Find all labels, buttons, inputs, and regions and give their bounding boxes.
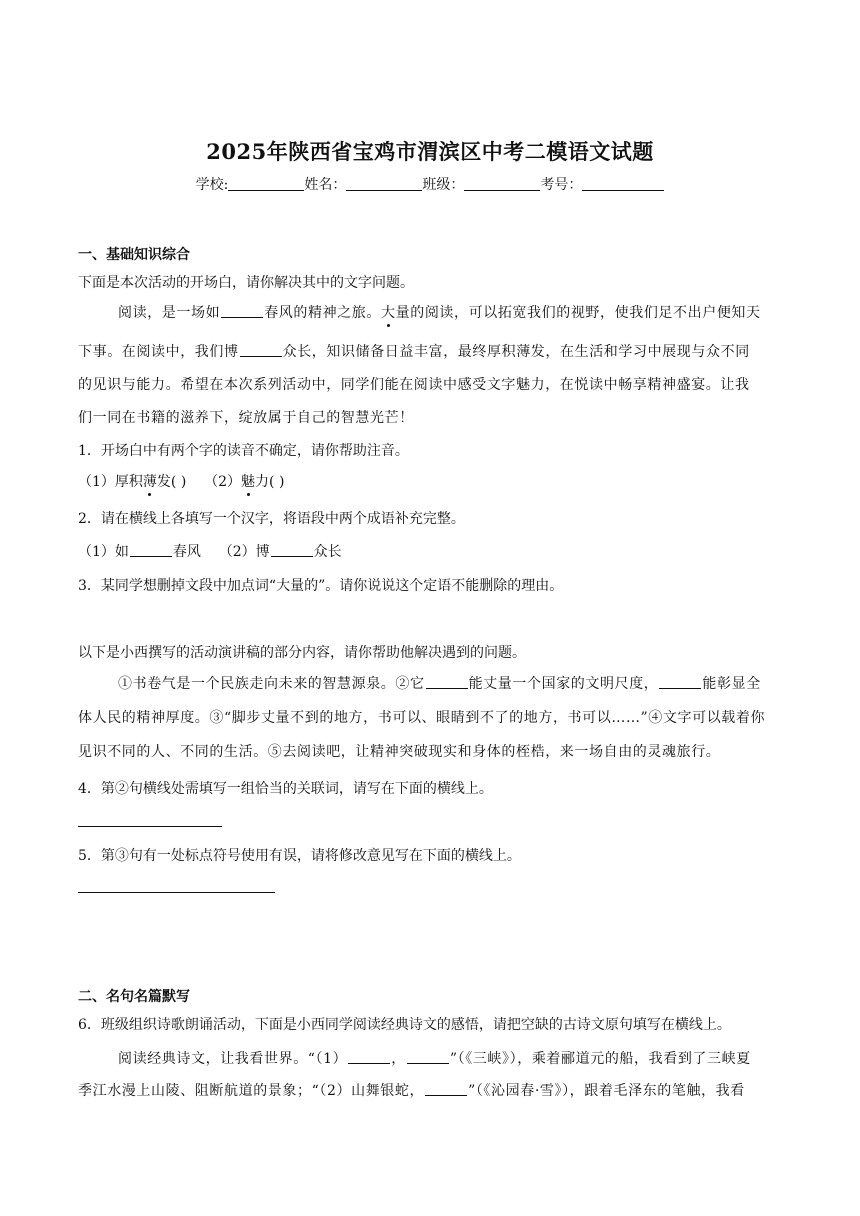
question-4: 4．第②句横线处需填写一组恰当的关联词，请写在下面的横线上。 [78,781,493,797]
section-2-heading: 二、名句名篇默写 [78,989,190,1005]
name-label: 姓名： [304,177,347,193]
section-1-intro-2: 以下是小西撰写的活动演讲稿的部分内容，请你帮助他解决遇到的问题。 [78,645,526,661]
dotted-char-bo: 薄 [143,471,157,491]
passage-2-line-2: 体人民的精神厚度。③“脚步丈量不到的地方，书可以、眼睛到不了的地方，书可以……”④文字可以载着你 [78,710,766,726]
connective-blank-2[interactable] [659,675,701,689]
question-6: 6．班级组织诗歌朗诵活动，下面是小西同学阅读经典诗文的感悟，请把空缺的古诗文原句填写在横线上。 [78,1017,731,1033]
exam-no-field[interactable] [582,176,664,191]
dotted-char-mei: 魅 [241,471,255,491]
exam-no-label: 考号： [540,177,583,193]
section-1-intro: 下面是本次活动的开场白，请你解决其中的文字问题。 [78,275,414,291]
question-5: 5．第③句有一处标点符号使用有误，请将修改意见写在下面的横线上。 [78,848,521,864]
idiom-answer-blank-2[interactable] [271,543,313,557]
poem-blank-1[interactable] [348,1050,390,1064]
question-1-items: （1）厚积薄发( ) （2）魅力( ) [78,471,284,491]
passage-2-line-1: ①书卷气是一个民族走向未来的智慧源泉。②它 能丈量一个国家的文明尺度， 能彰显全 [118,676,761,692]
idiom-blank-2[interactable] [240,343,282,357]
passage-2-line-3: 见识不同的人、不同的生活。⑤去阅读吧，让精神突破现实和身体的桎梏，来一场自由的灵魂旅行。 [78,744,721,760]
poem-blank-3[interactable] [425,1082,467,1096]
idiom-answer-blank-1[interactable] [130,543,172,557]
passage-1-line-4: 们一同在书籍的滋养下，绽放属于自己的智慧光芒！ [78,410,414,426]
passage-1-line-1: 阅读，是一场如 春风的精神之旅。大量的阅读，可以拓宽我们的视野，使我们足不出户便知天 [118,302,823,322]
page-title: 2025年陕西省宝鸡市渭滨区中考二模语文试题 [206,139,654,164]
poem-blank-2[interactable] [407,1050,449,1064]
idiom-blank-1[interactable] [221,304,263,318]
class-label: 班级： [422,177,465,193]
passage-3-line-1: 阅读经典诗文，让我看世界。“（1） ， ”（《三峡》），乘着郦道元的船，我看到了三峡夏 [118,1051,751,1067]
passage-3-line-2: 季江水漫上山陵、阻断航道的景象；“（2）山舞银蛇， ”（《沁园春·雪》），跟着毛泽东的笔触，我看 [78,1083,745,1099]
school-label: 学校: [195,177,229,193]
question-1: 1．开场白中有两个字的读音不确定，请你帮助注音。 [78,443,409,459]
class-field[interactable] [464,176,540,191]
section-1-heading: 一、基础知识综合 [78,247,190,263]
dotted-char: 大 [381,302,396,322]
question-2-items: （1）如 春风 （2）博 众长 [78,544,342,560]
question-2: 2．请在横线上各填写一个汉字，将语段中两个成语补充完整。 [78,511,465,527]
passage-1-line-3: 的见识与能力。希望在本次系列活动中，同学们能在阅读中感受文字魅力，在悦读中畅享精神盛宴。让我 [78,377,750,393]
passage-1-line-2: 下事。在阅读中，我们博 众长，知识储备日益丰富，最终厚积薄发，在生活和学习中展现与众不同 [78,344,750,360]
question-4-answer-line[interactable] [78,826,222,827]
connective-blank-1[interactable] [426,675,468,689]
question-3: 3．某同学想删掉文段中加点词“大量的”。请你说说这个定语不能删除的理由。 [78,578,564,594]
school-field[interactable] [228,176,304,191]
name-field[interactable] [346,176,422,191]
student-info-row [0,174,860,194]
question-5-answer-line[interactable] [78,892,275,893]
